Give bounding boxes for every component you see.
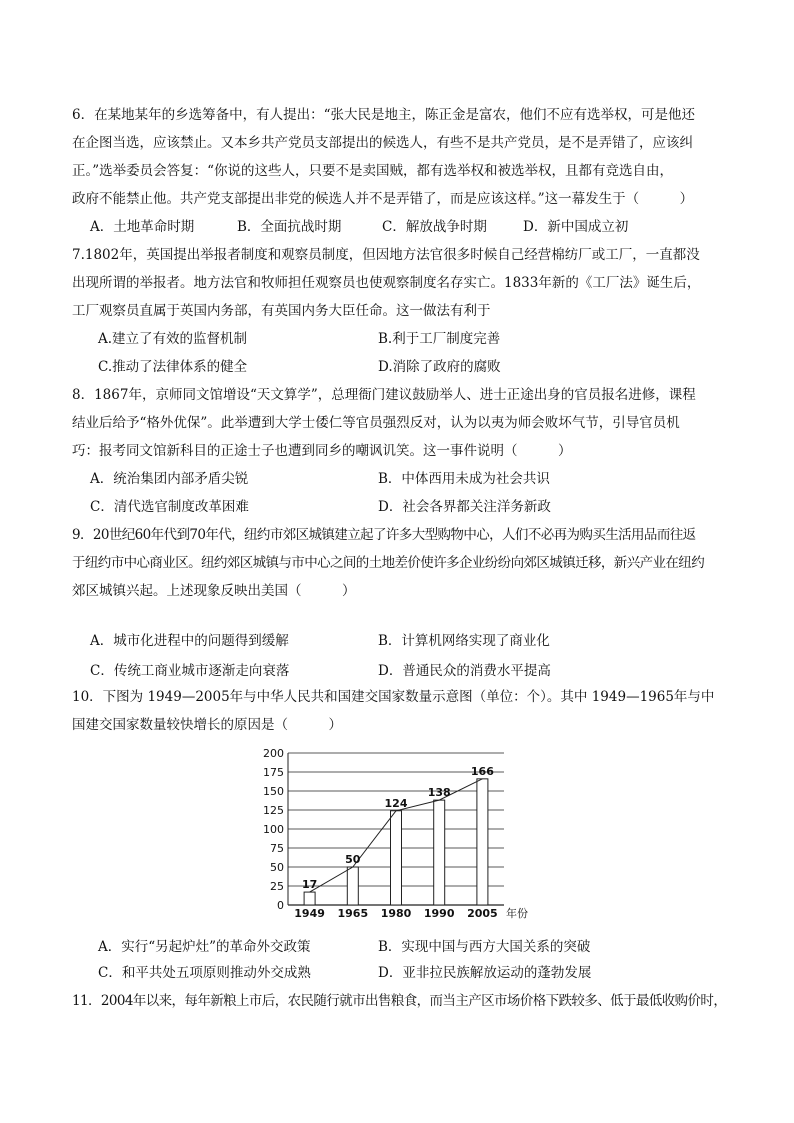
q8-option-d[interactable]: D．社会各界都关注洋务新政 [378,499,551,515]
value-label: 166 [470,764,494,778]
q9-option-b[interactable]: B．计算机网络实现了商业化 [378,633,550,649]
value-label: 138 [427,786,451,800]
q10-option-b[interactable]: B．实现中国与西方大国关系的突破 [378,939,591,955]
y-tick-label: 100 [263,823,284,836]
x-tick-label: 1990 [423,907,455,920]
q7-line-3: 工厂观察员直属于英国内务部，有英国内务大臣任命。这一做法有利于 [72,303,491,319]
q6-option-b[interactable]: B．全面抗战时期 [237,219,342,235]
q8-line-3: 巧：报考同文馆新科目的正途士子也遭到同乡的嘲讽讥笑。这一事件说明（ ） [72,443,572,459]
q6-line-1: 6．在某地某年的乡选筹备中，有人提出：“张大民是地主，陈正金是富农，他们不应有选举权，可是他还 [72,107,695,123]
q6-line-4: 政府不能禁止他。共产党支部提出非党的候选人并不是弄错了，而是应该这样。”这一幕发生于（ ） [72,191,694,207]
diplomatic-relations-bar-chart [258,745,548,923]
q7-line-2: 出现所谓的举报者。地方法官和牧师担任观察员也使观察制度名存实亡。1833年新的《工厂法》诞生后， [72,275,701,291]
chart-y-ticks [263,747,284,912]
bar [391,811,402,905]
y-tick-label: 200 [263,747,284,760]
q8-line-2: 结业后给予“格外优保”。此举遭到大学士倭仁等官员强烈反对，认为以夷为师会败坏气节，引导官员机 [72,415,680,431]
q9-line-1: 9．20世纪60年代到70年代，纽约市郊区城镇建立起了许多大型购物中心，人们不必再为购买生活用品而往返 [72,527,696,543]
q10-line-2: 国建交国家数量较快增长的原因是（ ） [72,717,342,733]
q9-option-d[interactable]: D．普通民众的消费水平提高 [378,663,551,679]
q10-line-1: 10．下图为 1949—2005年与中华人民共和国建交国家数量示意图（单位：个）。其中 1949—1965年与中 [72,689,715,705]
q6-line-3: 正。”选举委员会答复：“你说的这些人，只要不是卖国贼，都有选举权和被选举权，且都有竞选自由， [72,163,674,179]
q7-line-1: 7.1802年，英国提出举报者制度和观察员制度，但因地方法官很多时候自己经营棉纺厂或工厂，一直都没 [72,247,700,263]
x-tick-label: 1949 [294,907,325,920]
q8-option-a[interactable]: A．统治集团内部矛盾尖锐 [90,471,249,487]
y-tick-label: 150 [263,785,284,798]
q10-option-a[interactable]: A．实行“另起炉灶”的革命外交政策 [98,939,311,955]
x-tick-label: 1965 [337,907,369,920]
value-label: 124 [384,796,408,810]
chart-x-ticks [294,907,497,920]
q7-option-c[interactable]: C.推动了法律体系的健全 [98,359,248,375]
q7-option-a[interactable]: A.建立了有效的监督机制 [98,331,248,347]
q9-option-a[interactable]: A．城市化进程中的问题得到缓解 [90,633,289,649]
x-tick-label: 2005 [467,907,498,920]
q8-option-c[interactable]: C．清代选官制度改革困难 [90,499,249,515]
q10-option-d[interactable]: D．亚非拉民族解放运动的蓬勃发展 [378,965,592,981]
y-tick-label: 125 [263,804,284,817]
y-tick-label: 75 [270,842,284,855]
q8-line-1: 8．1867年，京师同文馆增设“天文算学”，总理衙门建议鼓励举人、进士正途出身的官员报名进修，课程 [72,387,696,403]
chart-x-axis-label: 年份 [506,907,528,920]
y-tick-label: 50 [270,861,284,874]
y-tick-label: 25 [270,880,284,893]
y-tick-label: 175 [263,766,284,779]
q9-line-3: 郊区城镇兴起。上述现象反映出美国（ ） [72,583,356,599]
q11-line-1: 11．2004年以来，每年新粮上市后，农民随行就市出售粮食，而当主产区市场价格下跌较多、低于最低收购价时， [72,993,727,1009]
q9-line-2: 于纽约市中心商业区。纽约郊区城镇与市中心之间的土地差价使许多企业纷纷向郊区城镇迁移，新兴产业在纽约 [72,555,705,571]
bar [434,800,445,905]
q7-option-d[interactable]: D.消除了政府的腐败 [378,359,501,375]
q9-option-c[interactable]: C．传统工商业城市逐渐走向衰落 [90,663,290,679]
x-tick-label: 1980 [380,907,412,920]
q7-option-b[interactable]: B.利于工厂制度完善 [378,331,501,347]
bar [477,779,488,905]
q10-option-c[interactable]: C．和平共处五项原则推动外交成熟 [98,965,311,981]
q8-option-b[interactable]: B．中体西用未成为社会共识 [378,471,550,487]
value-label: 17 [301,878,318,892]
bar [304,892,315,905]
value-label: 50 [345,853,361,866]
y-tick-label: 0 [277,899,284,912]
bar [347,867,358,905]
q6-line-2: 在企图当选，应该禁止。又本乡共产党员支部提出的候选人，有些不是共产党员，是不是弄错了，应该纠 [72,135,693,151]
q6-option-d[interactable]: D．新中国成立初 [523,219,629,235]
q6-option-a[interactable]: A．土地革命时期 [90,219,195,235]
q6-option-c[interactable]: C．解放战争时期 [382,219,487,235]
